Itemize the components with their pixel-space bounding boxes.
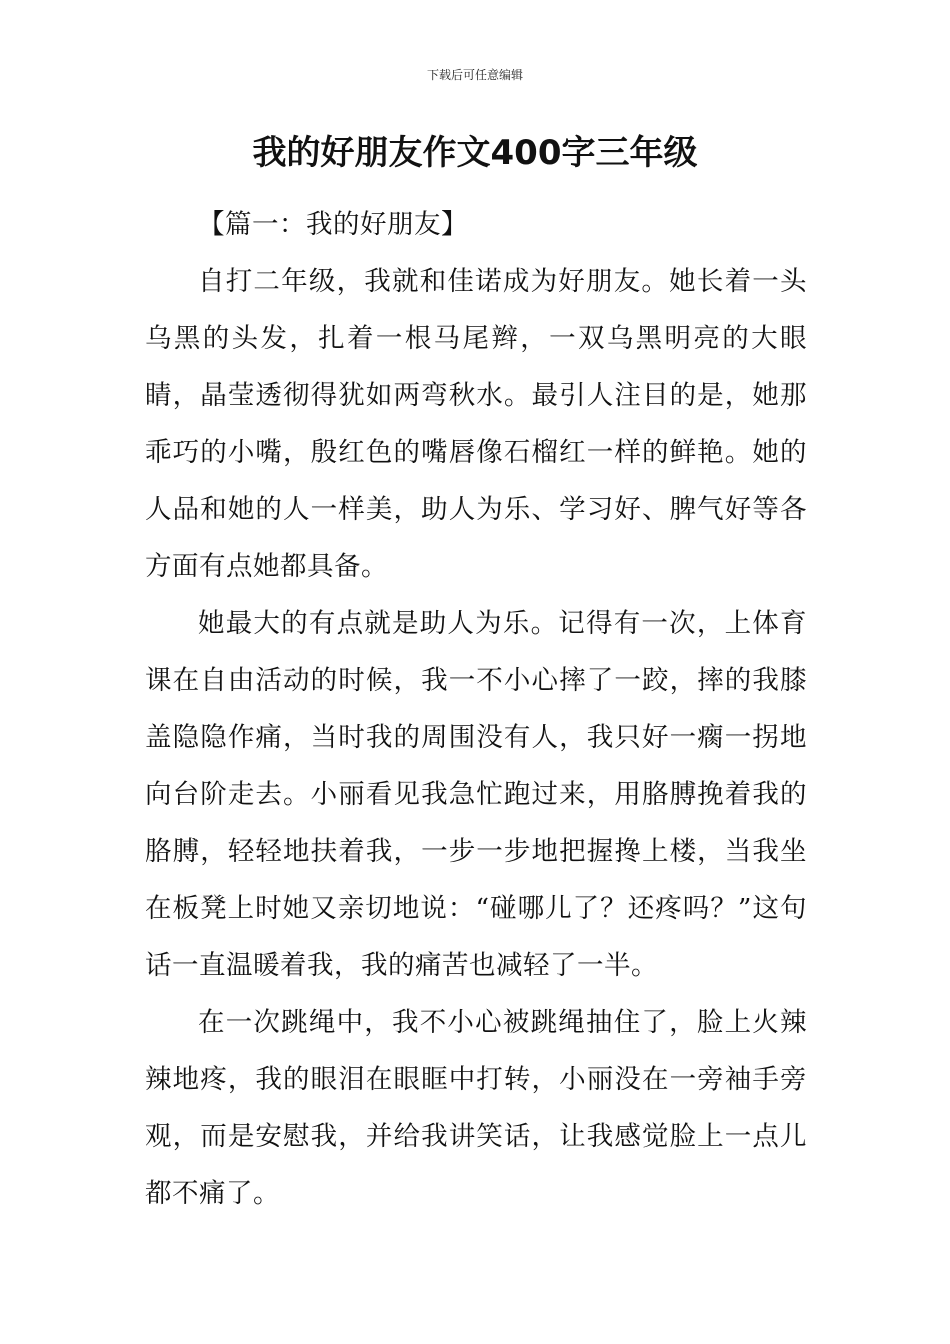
paragraph: 她最大的有点就是助人为乐。记得有一次，上体育课在自由活动的时候，我一不小心摔了一跤，摔的我膝盖隐隐作痛，当时我的周围没有人，我只好一瘸一拐地向台阶走去。小丽看见我急忙跑过来，用胳膊挽着我的胳膊，轻轻地扶着我，一步一步地把握搀上楼，当我坐在板凳上时她又亲切地说：“碰哪儿了？还疼吗？”这句话一直温暖着我，我的痛苦也减轻了一半。	[145, 608, 807, 981]
paragraph: 自打二年级，我就和佳诺成为好朋友。她长着一头乌黑的头发，扎着一根马尾辫，一双乌黑明亮的大眼睛，晶莹透彻得犹如两弯秋水。最引人注目的是，她那乖巧的小嘴，殷红色的嘴唇像石榴红一样的鲜艳。她的人品和她的人一样美，助人为乐、学习好、脾气好等各方面有点她都具备。	[145, 266, 807, 582]
document-title: 我的好朋友作文400字三年级	[252, 133, 698, 173]
document-body	[145, 196, 807, 1222]
header-note: 下载后可任意编辑	[426, 68, 523, 82]
section-heading: 【篇一：我的好朋友】	[198, 209, 468, 240]
paragraph: 在一次跳绳中，我不小心被跳绳抽住了，脸上火辣辣地疼，我的眼泪在眼眶中打转，小丽没在一旁袖手旁观，而是安慰我，并给我讲笑话，让我感觉脸上一点儿都不痛了。	[145, 1007, 807, 1209]
